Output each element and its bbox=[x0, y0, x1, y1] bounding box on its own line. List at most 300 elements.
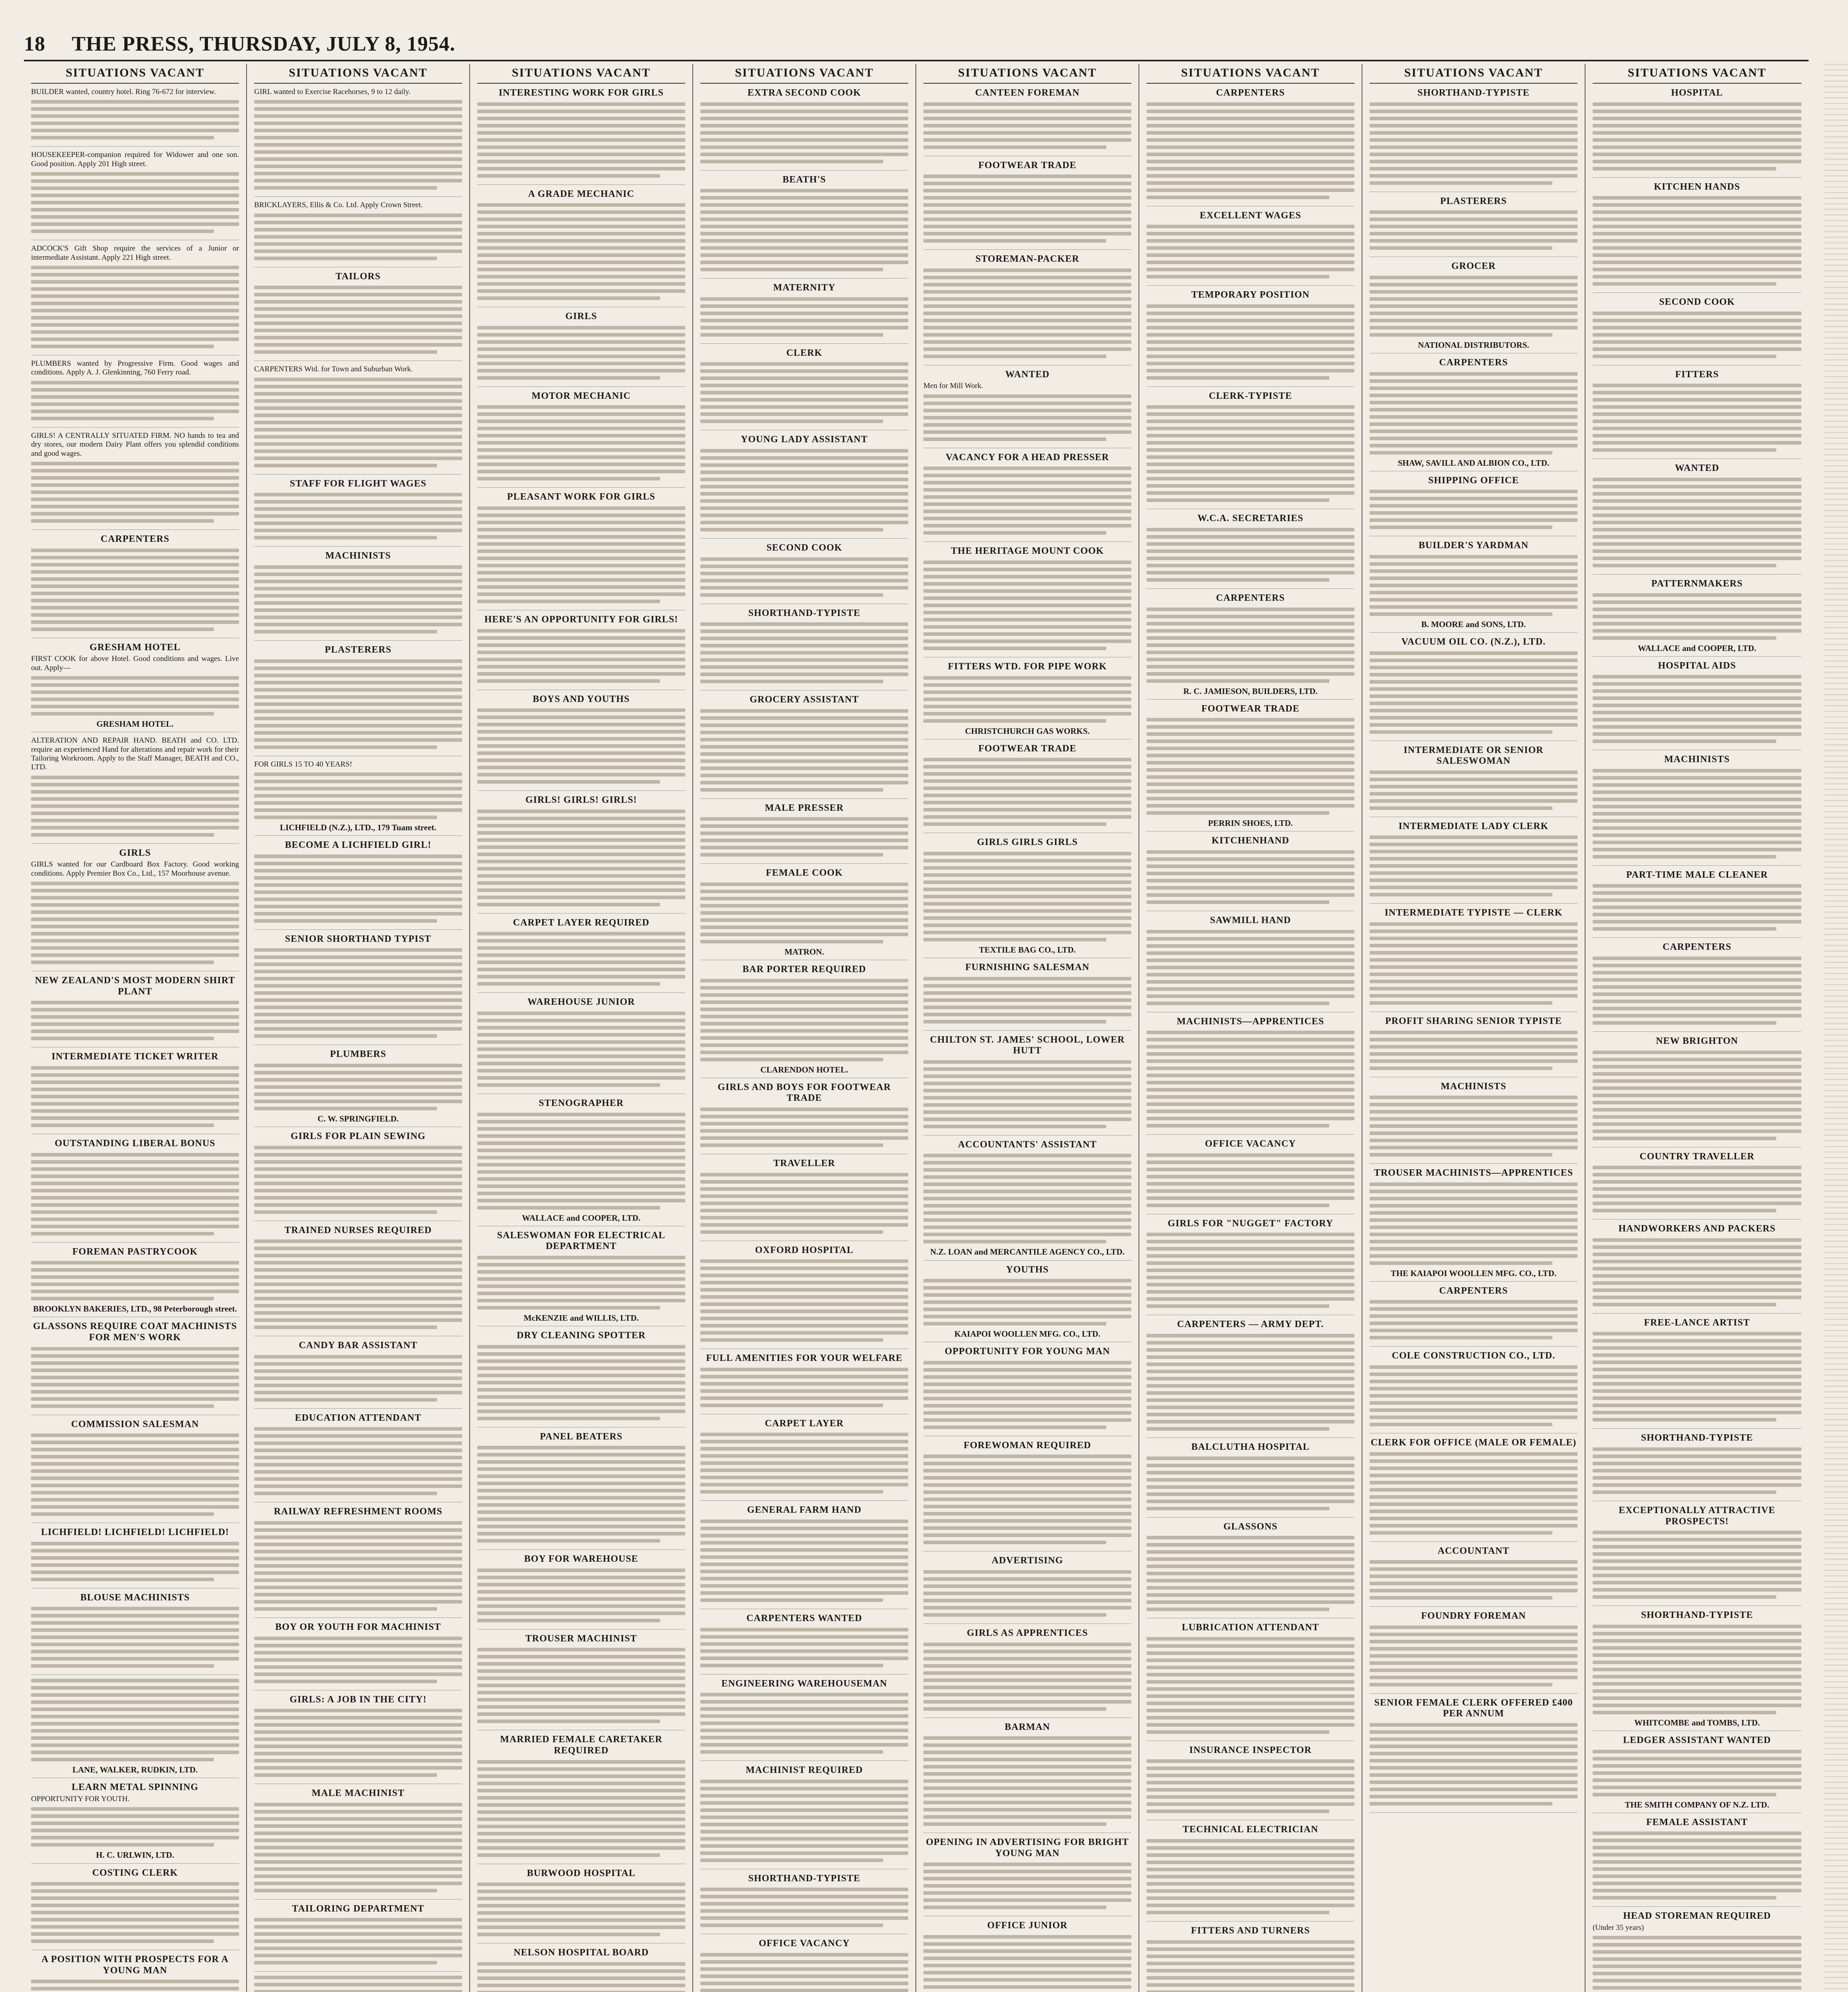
fine-print-line bbox=[1370, 1467, 1578, 1470]
fine-print-line bbox=[1370, 994, 1578, 998]
ad-body: GIRL wanted to Exercise Racehorses, 9 to 12 daily. bbox=[254, 88, 411, 96]
column-header: SITUATIONS VACANT bbox=[31, 64, 239, 84]
classified-ad bbox=[254, 1976, 462, 1992]
fine-print-line bbox=[1370, 1380, 1578, 1383]
classified-ad bbox=[700, 174, 908, 279]
fine-print-line bbox=[254, 1153, 462, 1157]
fine-print-line bbox=[1370, 987, 1578, 990]
ad-fine-print bbox=[1370, 771, 1578, 810]
fine-print-line bbox=[1370, 1329, 1578, 1332]
fine-print-line bbox=[1370, 1788, 1578, 1791]
fine-print-line bbox=[700, 1916, 908, 1920]
fine-print-line bbox=[700, 1440, 908, 1443]
fine-print-line bbox=[254, 1282, 462, 1286]
fine-print-line bbox=[700, 1823, 908, 1826]
fine-print-line bbox=[1146, 1247, 1354, 1251]
ad-fine-print bbox=[254, 1637, 462, 1683]
fine-print-line bbox=[31, 1491, 239, 1494]
fine-print-line bbox=[1146, 1189, 1354, 1193]
classified-ad bbox=[1593, 1735, 1801, 1813]
fine-print-line bbox=[477, 203, 685, 207]
fine-print-line bbox=[1146, 333, 1354, 337]
fine-print-line bbox=[1593, 218, 1801, 221]
fine-print-line bbox=[254, 594, 462, 598]
fine-print-line bbox=[1146, 455, 1354, 459]
fine-print-line bbox=[923, 1743, 1131, 1747]
ad-heading: OPPORTUNITY FOR YOUNG MAN bbox=[945, 1346, 1110, 1357]
ad-fine-print bbox=[1593, 769, 1801, 859]
fine-print-line bbox=[1593, 1115, 1801, 1119]
ad-heading: SHIPPING OFFICE bbox=[1428, 475, 1519, 486]
ad-heading: STAFF FOR FLIGHT WAGES bbox=[290, 478, 427, 489]
fine-print-line bbox=[1146, 1767, 1354, 1770]
fine-print-line bbox=[1593, 1874, 1801, 1878]
fine-print-line bbox=[31, 179, 239, 183]
fine-print-line bbox=[700, 651, 908, 655]
fine-print-line bbox=[1593, 253, 1801, 257]
classified-ad bbox=[254, 1506, 462, 1618]
fine-print-line bbox=[31, 129, 239, 132]
fine-print-line bbox=[1146, 405, 1354, 409]
fine-print-line bbox=[923, 647, 1106, 650]
fine-print-line bbox=[1146, 1276, 1354, 1279]
ad-heading: CLERK FOR OFFICE (MALE OR FEMALE) bbox=[1370, 1437, 1577, 1448]
fine-print-line bbox=[1370, 878, 1578, 882]
ad-heading: GIRLS bbox=[119, 847, 151, 858]
fine-print-line bbox=[1146, 578, 1329, 582]
ad-advertiser: C. W. SPRINGFIELD. bbox=[317, 1114, 399, 1123]
fine-print-line bbox=[254, 1384, 462, 1387]
fine-print-line bbox=[31, 910, 239, 914]
fine-print-line bbox=[1146, 1651, 1354, 1655]
ad-heading: FITTERS AND TURNERS bbox=[1191, 1925, 1310, 1936]
fine-print-line bbox=[1146, 1391, 1354, 1395]
fine-print-line bbox=[1146, 1074, 1354, 1077]
fine-print-line bbox=[923, 779, 1131, 783]
fine-print-line bbox=[1146, 319, 1354, 322]
fine-print-line bbox=[1146, 304, 1354, 308]
fine-print-line bbox=[477, 585, 685, 589]
fine-print-line bbox=[923, 582, 1131, 586]
fine-print-line bbox=[923, 1898, 1131, 1902]
fine-print-line bbox=[477, 1705, 685, 1709]
fine-print-line bbox=[700, 1036, 908, 1040]
fine-print-line bbox=[923, 1368, 1131, 1372]
fine-print-line bbox=[254, 1275, 462, 1279]
fine-print-line bbox=[700, 1143, 883, 1147]
fine-print-line bbox=[923, 1801, 1131, 1804]
fine-print-line bbox=[700, 225, 908, 228]
classified-ad bbox=[31, 975, 239, 1047]
fine-print-line bbox=[477, 780, 660, 784]
fine-print-line bbox=[1370, 1582, 1578, 1585]
ad-fine-print bbox=[1593, 1831, 1801, 1900]
fine-print-line bbox=[1146, 636, 1354, 640]
fine-print-line bbox=[31, 783, 239, 786]
fine-print-line bbox=[477, 896, 685, 899]
fine-print-line bbox=[1146, 629, 1354, 633]
fine-print-line bbox=[1146, 1846, 1354, 1850]
fine-print-line bbox=[31, 1376, 239, 1379]
fine-print-line bbox=[254, 1521, 462, 1525]
ad-fine-print bbox=[31, 266, 239, 348]
fine-print-line bbox=[1370, 326, 1578, 329]
fine-print-line bbox=[477, 759, 685, 762]
ad-fine-print bbox=[923, 1154, 1131, 1243]
fine-print-line bbox=[1370, 1589, 1578, 1592]
ad-heading: MATERNITY bbox=[773, 282, 836, 293]
fine-print-line bbox=[31, 1556, 239, 1560]
fine-print-line bbox=[254, 1550, 462, 1553]
fine-print-line bbox=[923, 1957, 1131, 1960]
classified-ad bbox=[477, 997, 685, 1094]
ad-heading: OFFICE JUNIOR bbox=[987, 1920, 1068, 1931]
fine-print-line bbox=[1146, 1600, 1354, 1604]
fine-print-line bbox=[1146, 1774, 1354, 1777]
fine-print-line bbox=[254, 1874, 462, 1878]
fine-print-line bbox=[1370, 232, 1578, 235]
classified-ad bbox=[923, 743, 1131, 833]
fine-print-line bbox=[1593, 203, 1801, 207]
fine-print-line bbox=[254, 1369, 462, 1373]
fine-print-line bbox=[31, 1268, 239, 1272]
fine-print-line bbox=[31, 1290, 239, 1293]
ad-heading: LEDGER ASSISTANT WANTED bbox=[1623, 1735, 1771, 1745]
fine-print-line bbox=[1370, 1759, 1578, 1763]
fine-print-line bbox=[31, 1001, 239, 1004]
fine-print-line bbox=[1593, 812, 1801, 816]
ad-fine-print bbox=[1593, 1750, 1801, 1796]
fine-print-line bbox=[254, 107, 462, 111]
fine-print-line bbox=[1370, 785, 1578, 788]
fine-print-line bbox=[1146, 549, 1354, 553]
fine-print-line bbox=[1370, 1197, 1578, 1200]
fine-print-line bbox=[1593, 819, 1801, 823]
classified-ad bbox=[1146, 88, 1354, 206]
classified-ad bbox=[31, 431, 239, 530]
fine-print-line bbox=[31, 114, 239, 118]
classified-ad bbox=[1146, 1139, 1354, 1214]
fine-print-line bbox=[31, 273, 239, 276]
fine-print-line bbox=[31, 613, 239, 617]
fine-print-line bbox=[923, 1060, 1131, 1064]
fine-print-line bbox=[31, 1980, 239, 1983]
fine-print-line bbox=[1593, 1094, 1801, 1097]
fine-print-line bbox=[923, 1020, 1106, 1023]
fine-print-line bbox=[254, 157, 462, 161]
fine-print-line bbox=[1593, 971, 1801, 974]
fine-print-line bbox=[1593, 1786, 1801, 1789]
fine-print-line bbox=[254, 1020, 462, 1023]
fine-print-line bbox=[1370, 1103, 1578, 1106]
paper-title: THE PRESS, THURSDAY, JULY 8, 1954. bbox=[72, 32, 456, 55]
ad-fine-print bbox=[31, 882, 239, 964]
fine-print-line bbox=[477, 1510, 685, 1514]
fine-print-line bbox=[1146, 1081, 1354, 1084]
ad-fine-print bbox=[477, 102, 685, 178]
fine-print-line bbox=[477, 1810, 685, 1814]
classified-ad bbox=[923, 452, 1131, 542]
fine-print-line bbox=[700, 499, 908, 503]
fine-print-line bbox=[1370, 1567, 1578, 1571]
classified-ad bbox=[1146, 1218, 1354, 1316]
fine-print-line bbox=[254, 293, 462, 296]
fine-print-line bbox=[700, 846, 908, 849]
fine-print-line bbox=[1593, 282, 1776, 286]
ad-heading: GENERAL FARM HAND bbox=[747, 1505, 862, 1516]
fine-print-line bbox=[254, 136, 462, 139]
fine-print-line bbox=[31, 1369, 239, 1372]
ad-heading: GIRLS GIRLS GIRLS bbox=[977, 837, 1078, 848]
fine-print-line bbox=[700, 398, 908, 402]
fine-print-line bbox=[700, 384, 908, 387]
fine-print-line bbox=[254, 1723, 462, 1727]
fine-print-line bbox=[254, 1939, 462, 1943]
fine-print-line bbox=[923, 1942, 1131, 1946]
fine-print-line bbox=[477, 946, 685, 950]
ad-fine-print bbox=[477, 1113, 685, 1210]
fine-print-line bbox=[254, 1456, 462, 1459]
fine-print-line bbox=[700, 312, 908, 315]
fine-print-line bbox=[700, 1635, 908, 1639]
ad-fine-print bbox=[1593, 884, 1801, 931]
classified-column bbox=[916, 64, 1139, 1992]
ad-heading: RAILWAY REFRESHMENT ROOMS bbox=[274, 1506, 443, 1517]
ad-heading: HEAD STOREMAN REQUIRED bbox=[1623, 1911, 1771, 1921]
classified-ad bbox=[923, 1035, 1131, 1135]
fine-print-line bbox=[1146, 1680, 1354, 1684]
ad-body: GIRLS wanted for our Cardboard Box Factory. Good working conditions. Apply Premier Box Co., Ltd., 157 Moorhouse avenue. bbox=[31, 860, 239, 878]
classified-ad bbox=[1593, 88, 1801, 178]
fine-print-line bbox=[31, 294, 239, 298]
classified-ad bbox=[1146, 1016, 1354, 1135]
fine-print-line bbox=[1370, 181, 1552, 185]
fine-print-line bbox=[700, 1534, 908, 1537]
fine-print-line bbox=[254, 464, 437, 467]
fine-print-line bbox=[923, 333, 1131, 337]
fine-print-line bbox=[700, 672, 908, 676]
fine-print-line bbox=[31, 1095, 239, 1098]
fine-print-line bbox=[1593, 682, 1801, 686]
fine-print-line bbox=[1593, 1661, 1801, 1664]
classified-ad bbox=[1370, 1286, 1578, 1347]
classified-ad bbox=[1593, 1318, 1801, 1429]
fine-print-line bbox=[31, 1469, 239, 1473]
fine-print-line bbox=[700, 1584, 908, 1588]
ad-heading: A POSITION WITH PROSPECTS FOR A YOUNG MAN bbox=[41, 1954, 229, 1976]
ad-fine-print bbox=[1370, 1031, 1578, 1070]
classified-ad bbox=[700, 348, 908, 431]
fine-print-line bbox=[923, 131, 1131, 135]
fine-print-line bbox=[1593, 636, 1776, 640]
fine-print-line bbox=[700, 1281, 908, 1284]
column-header: SITUATIONS VACANT bbox=[477, 64, 685, 84]
fine-print-line bbox=[31, 812, 239, 815]
fine-print-line bbox=[1370, 1067, 1552, 1070]
fine-print-line bbox=[254, 1034, 437, 1038]
fine-print-line bbox=[1370, 850, 1578, 853]
fine-print-line bbox=[700, 1780, 908, 1783]
fine-print-line bbox=[923, 1067, 1131, 1071]
fine-print-line bbox=[923, 1476, 1131, 1480]
fine-print-line bbox=[700, 1816, 908, 1819]
fine-print-line bbox=[923, 705, 1131, 708]
fine-print-line bbox=[700, 1657, 908, 1660]
fine-print-line bbox=[923, 1390, 1131, 1393]
ad-heading: PLASTERERS bbox=[325, 645, 392, 655]
fine-print-line bbox=[1593, 1382, 1801, 1386]
fine-print-line bbox=[31, 1896, 239, 1900]
ad-fine-print bbox=[477, 1012, 685, 1087]
fine-print-line bbox=[1593, 1574, 1801, 1577]
fine-print-line bbox=[923, 102, 1131, 106]
ad-fine-print bbox=[254, 1976, 462, 1992]
ad-fine-print bbox=[31, 172, 239, 233]
fine-print-line bbox=[477, 643, 685, 647]
fine-print-line bbox=[1146, 196, 1329, 199]
fine-print-line bbox=[1593, 992, 1801, 996]
fine-print-line bbox=[1146, 1810, 1329, 1813]
classified-ad bbox=[1593, 1036, 1801, 1147]
fine-print-line bbox=[1370, 160, 1578, 163]
ad-fine-print bbox=[923, 852, 1131, 941]
classified-ad bbox=[700, 1158, 908, 1241]
fine-print-line bbox=[700, 890, 908, 893]
fine-print-line bbox=[254, 529, 462, 532]
classified-ad bbox=[31, 1679, 239, 1778]
fine-print-line bbox=[1146, 739, 1354, 743]
fine-print-line bbox=[254, 1824, 462, 1828]
fine-print-line bbox=[477, 434, 685, 437]
classified-ad bbox=[1146, 1824, 1354, 1921]
fine-print-line bbox=[700, 1216, 908, 1220]
fine-print-line bbox=[700, 1317, 908, 1320]
ad-heading: OFFICE VACANCY bbox=[1205, 1139, 1296, 1149]
fine-print-line bbox=[254, 1492, 437, 1495]
classified-ad bbox=[254, 1049, 462, 1127]
fine-print-line bbox=[1593, 1281, 1801, 1285]
fine-print-line bbox=[1146, 340, 1354, 344]
fine-print-line bbox=[1593, 675, 1801, 678]
fine-print-line bbox=[254, 1477, 462, 1481]
fine-print-line bbox=[1146, 1233, 1354, 1236]
fine-print-line bbox=[254, 1189, 462, 1192]
ad-fine-print bbox=[1370, 210, 1578, 250]
fine-print-line bbox=[477, 1055, 685, 1058]
fine-print-line bbox=[923, 481, 1131, 484]
fine-print-line bbox=[1593, 138, 1801, 142]
fine-print-line bbox=[923, 1519, 1131, 1523]
ad-fine-print bbox=[1146, 102, 1354, 199]
ad-fine-print bbox=[1370, 1365, 1578, 1426]
classified-ad bbox=[31, 1138, 239, 1243]
ad-body: ALTERATION AND REPAIR HAND. BEATH and CO. LTD. require an experienced Hand for alterations and repair work for their Tailoring Workroom. Apply to the Staff Manager, BEATH and CO., LTD. bbox=[31, 736, 239, 772]
fine-print-line bbox=[1593, 1839, 1801, 1842]
fine-print-line bbox=[1146, 900, 1329, 904]
fine-print-line bbox=[700, 1389, 908, 1393]
fine-print-line bbox=[700, 189, 908, 192]
fine-print-line bbox=[923, 430, 1131, 434]
ad-advertiser: THE KAIAPOI WOOLLEN MFG. CO., LTD. bbox=[1391, 1268, 1556, 1278]
fine-print-line bbox=[1593, 153, 1801, 156]
fine-print-line bbox=[923, 772, 1131, 776]
fine-print-line bbox=[700, 1851, 908, 1855]
ad-fine-print bbox=[1370, 1723, 1578, 1806]
fine-print-line bbox=[700, 1259, 908, 1263]
fine-print-line bbox=[1593, 1202, 1801, 1205]
fine-print-line bbox=[923, 1286, 1131, 1290]
fine-print-line bbox=[477, 1698, 685, 1702]
fine-print-line bbox=[1593, 696, 1801, 700]
fine-print-line bbox=[923, 1863, 1131, 1866]
fine-print-line bbox=[700, 1808, 908, 1812]
fine-print-line bbox=[477, 1719, 660, 1723]
fine-print-line bbox=[923, 1650, 1131, 1653]
fine-print-line bbox=[700, 1490, 883, 1494]
fine-print-line bbox=[1370, 1766, 1578, 1770]
ad-heading: HOSPITAL AIDS bbox=[1658, 660, 1736, 671]
fine-print-line bbox=[923, 1483, 1131, 1487]
fine-print-line bbox=[1593, 384, 1801, 387]
ad-body: GIRLS! A CENTRALLY SITUATED FIRM. NO hands to tea and dry stores, our modern Dairy Plant offers you splendid conditions and good wages. bbox=[31, 431, 239, 458]
fine-print-line bbox=[700, 1043, 908, 1047]
fine-print-line bbox=[1146, 427, 1354, 430]
fine-print-line bbox=[1593, 1455, 1801, 1458]
fine-print-line bbox=[477, 975, 685, 978]
fine-print-line bbox=[923, 1758, 1131, 1761]
fine-print-line bbox=[1593, 485, 1801, 488]
fine-print-line bbox=[1593, 1368, 1801, 1371]
fine-print-line bbox=[923, 1411, 1131, 1415]
fine-print-line bbox=[477, 1306, 660, 1310]
fine-print-line bbox=[1593, 1490, 1776, 1494]
fine-print-line bbox=[923, 1613, 1106, 1617]
fine-print-line bbox=[254, 399, 462, 403]
fine-print-line bbox=[254, 307, 462, 311]
fine-print-line bbox=[1370, 1261, 1552, 1265]
fine-print-line bbox=[923, 495, 1131, 499]
fine-print-line bbox=[477, 1299, 685, 1302]
classified-ad bbox=[1370, 540, 1578, 633]
fine-print-line bbox=[477, 1026, 685, 1029]
fine-print-line bbox=[700, 817, 908, 821]
fine-print-line bbox=[31, 1196, 239, 1200]
fine-print-line bbox=[31, 1088, 239, 1091]
fine-print-line bbox=[477, 953, 685, 957]
fine-print-line bbox=[923, 568, 1131, 571]
page-edge-strip bbox=[1824, 64, 1848, 1992]
fine-print-line bbox=[923, 1584, 1131, 1588]
fine-print-line bbox=[1146, 1875, 1354, 1878]
classified-ad bbox=[923, 1628, 1131, 1718]
fine-print-line bbox=[923, 1664, 1131, 1668]
ad-fine-print bbox=[477, 932, 685, 986]
fine-print-line bbox=[700, 203, 908, 207]
fine-print-line bbox=[254, 780, 462, 783]
fine-print-line bbox=[1146, 1543, 1354, 1547]
fine-print-line bbox=[700, 1628, 908, 1631]
fine-print-line bbox=[1370, 1625, 1578, 1629]
fine-print-line bbox=[1370, 239, 1578, 243]
ad-fine-print bbox=[1593, 196, 1801, 286]
fine-print-line bbox=[700, 1664, 883, 1667]
fine-print-line bbox=[1370, 569, 1578, 573]
fine-print-line bbox=[254, 1600, 462, 1604]
fine-print-line bbox=[1593, 1404, 1801, 1407]
fine-print-line bbox=[1146, 1052, 1354, 1056]
fine-print-line bbox=[31, 1441, 239, 1444]
fine-print-line bbox=[700, 1801, 908, 1805]
